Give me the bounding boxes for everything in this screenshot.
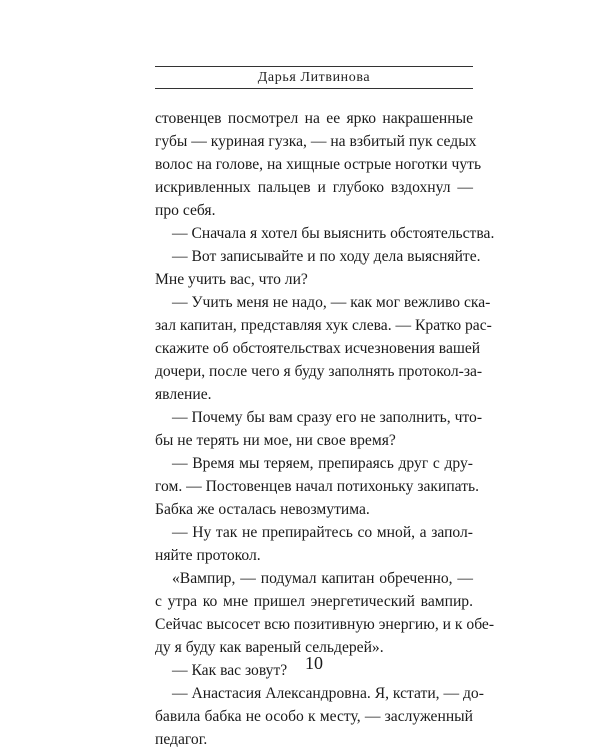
text-line: — Сначала я хотел бы выяснить обстоятельства. bbox=[172, 225, 495, 242]
text-line: губы — куриная гузка, — на взбитый пук седых bbox=[155, 133, 477, 150]
text-line: — Почему бы вам сразу его не заполнить, что- bbox=[172, 409, 483, 426]
page-number: 10 bbox=[305, 653, 323, 673]
text-line: искривленных пальцев и глубоко вздохнул — bbox=[155, 179, 473, 196]
text-line: бы не терять ни мое, ни свое время? bbox=[155, 432, 396, 449]
text-line: — Анастасия Александровна. Я, кстати, — до- bbox=[172, 685, 484, 702]
text-line: — Ну так не препирайтесь со мной, а запол- bbox=[172, 524, 473, 541]
text-line: «Вампир, — подумал капитан обреченно, — bbox=[172, 570, 473, 587]
text-line: про себя. bbox=[155, 202, 216, 219]
text-line: няйте протокол. bbox=[155, 547, 261, 564]
text-line: гом. — Постовенцев начал потихоньку закипать. bbox=[155, 478, 480, 495]
text-line: Сейчас высосет всю позитивную энергию, и к обе- bbox=[155, 616, 495, 633]
header-rule-bottom bbox=[155, 88, 473, 89]
header-rule-top bbox=[155, 66, 473, 67]
text-line: бавила бабка не особо к месту, — заслуженный bbox=[155, 708, 473, 725]
text-line: педагог. bbox=[155, 731, 208, 748]
text-line: зал капитан, представляя хук слева. — Кратко рас- bbox=[155, 317, 492, 334]
text-line: — Как вас зовут? bbox=[172, 662, 288, 679]
text-line: — Вот записывайте и по ходу дела выясняйте. bbox=[172, 248, 481, 265]
text-line: стовенцев посмотрел на ее ярко накрашенные bbox=[155, 110, 473, 127]
text-line: Мне учить вас, что ли? bbox=[155, 271, 308, 288]
text-line: с утра ко мне пришел энергетический вампир. bbox=[155, 593, 473, 610]
text-line: явление. bbox=[155, 386, 212, 403]
text-line: волос на голове, на хищные острые ноготки чуть bbox=[155, 156, 482, 173]
text-line: — Учить меня не надо, — как мог вежливо ска- bbox=[172, 294, 491, 311]
text-line: скажите об обстоятельствах исчезновения вашей bbox=[155, 340, 481, 357]
text-line: — Время мы теряем, препираясь друг с дру- bbox=[172, 455, 473, 472]
running-head-author: Дарья Литвинова bbox=[257, 70, 371, 85]
text-line: Бабка же осталась невозмутима. bbox=[155, 501, 370, 518]
text-line: ду я буду как вареный сельдерей». bbox=[155, 639, 384, 656]
text-line: дочери, после чего я буду заполнять протокол-за- bbox=[155, 363, 483, 380]
